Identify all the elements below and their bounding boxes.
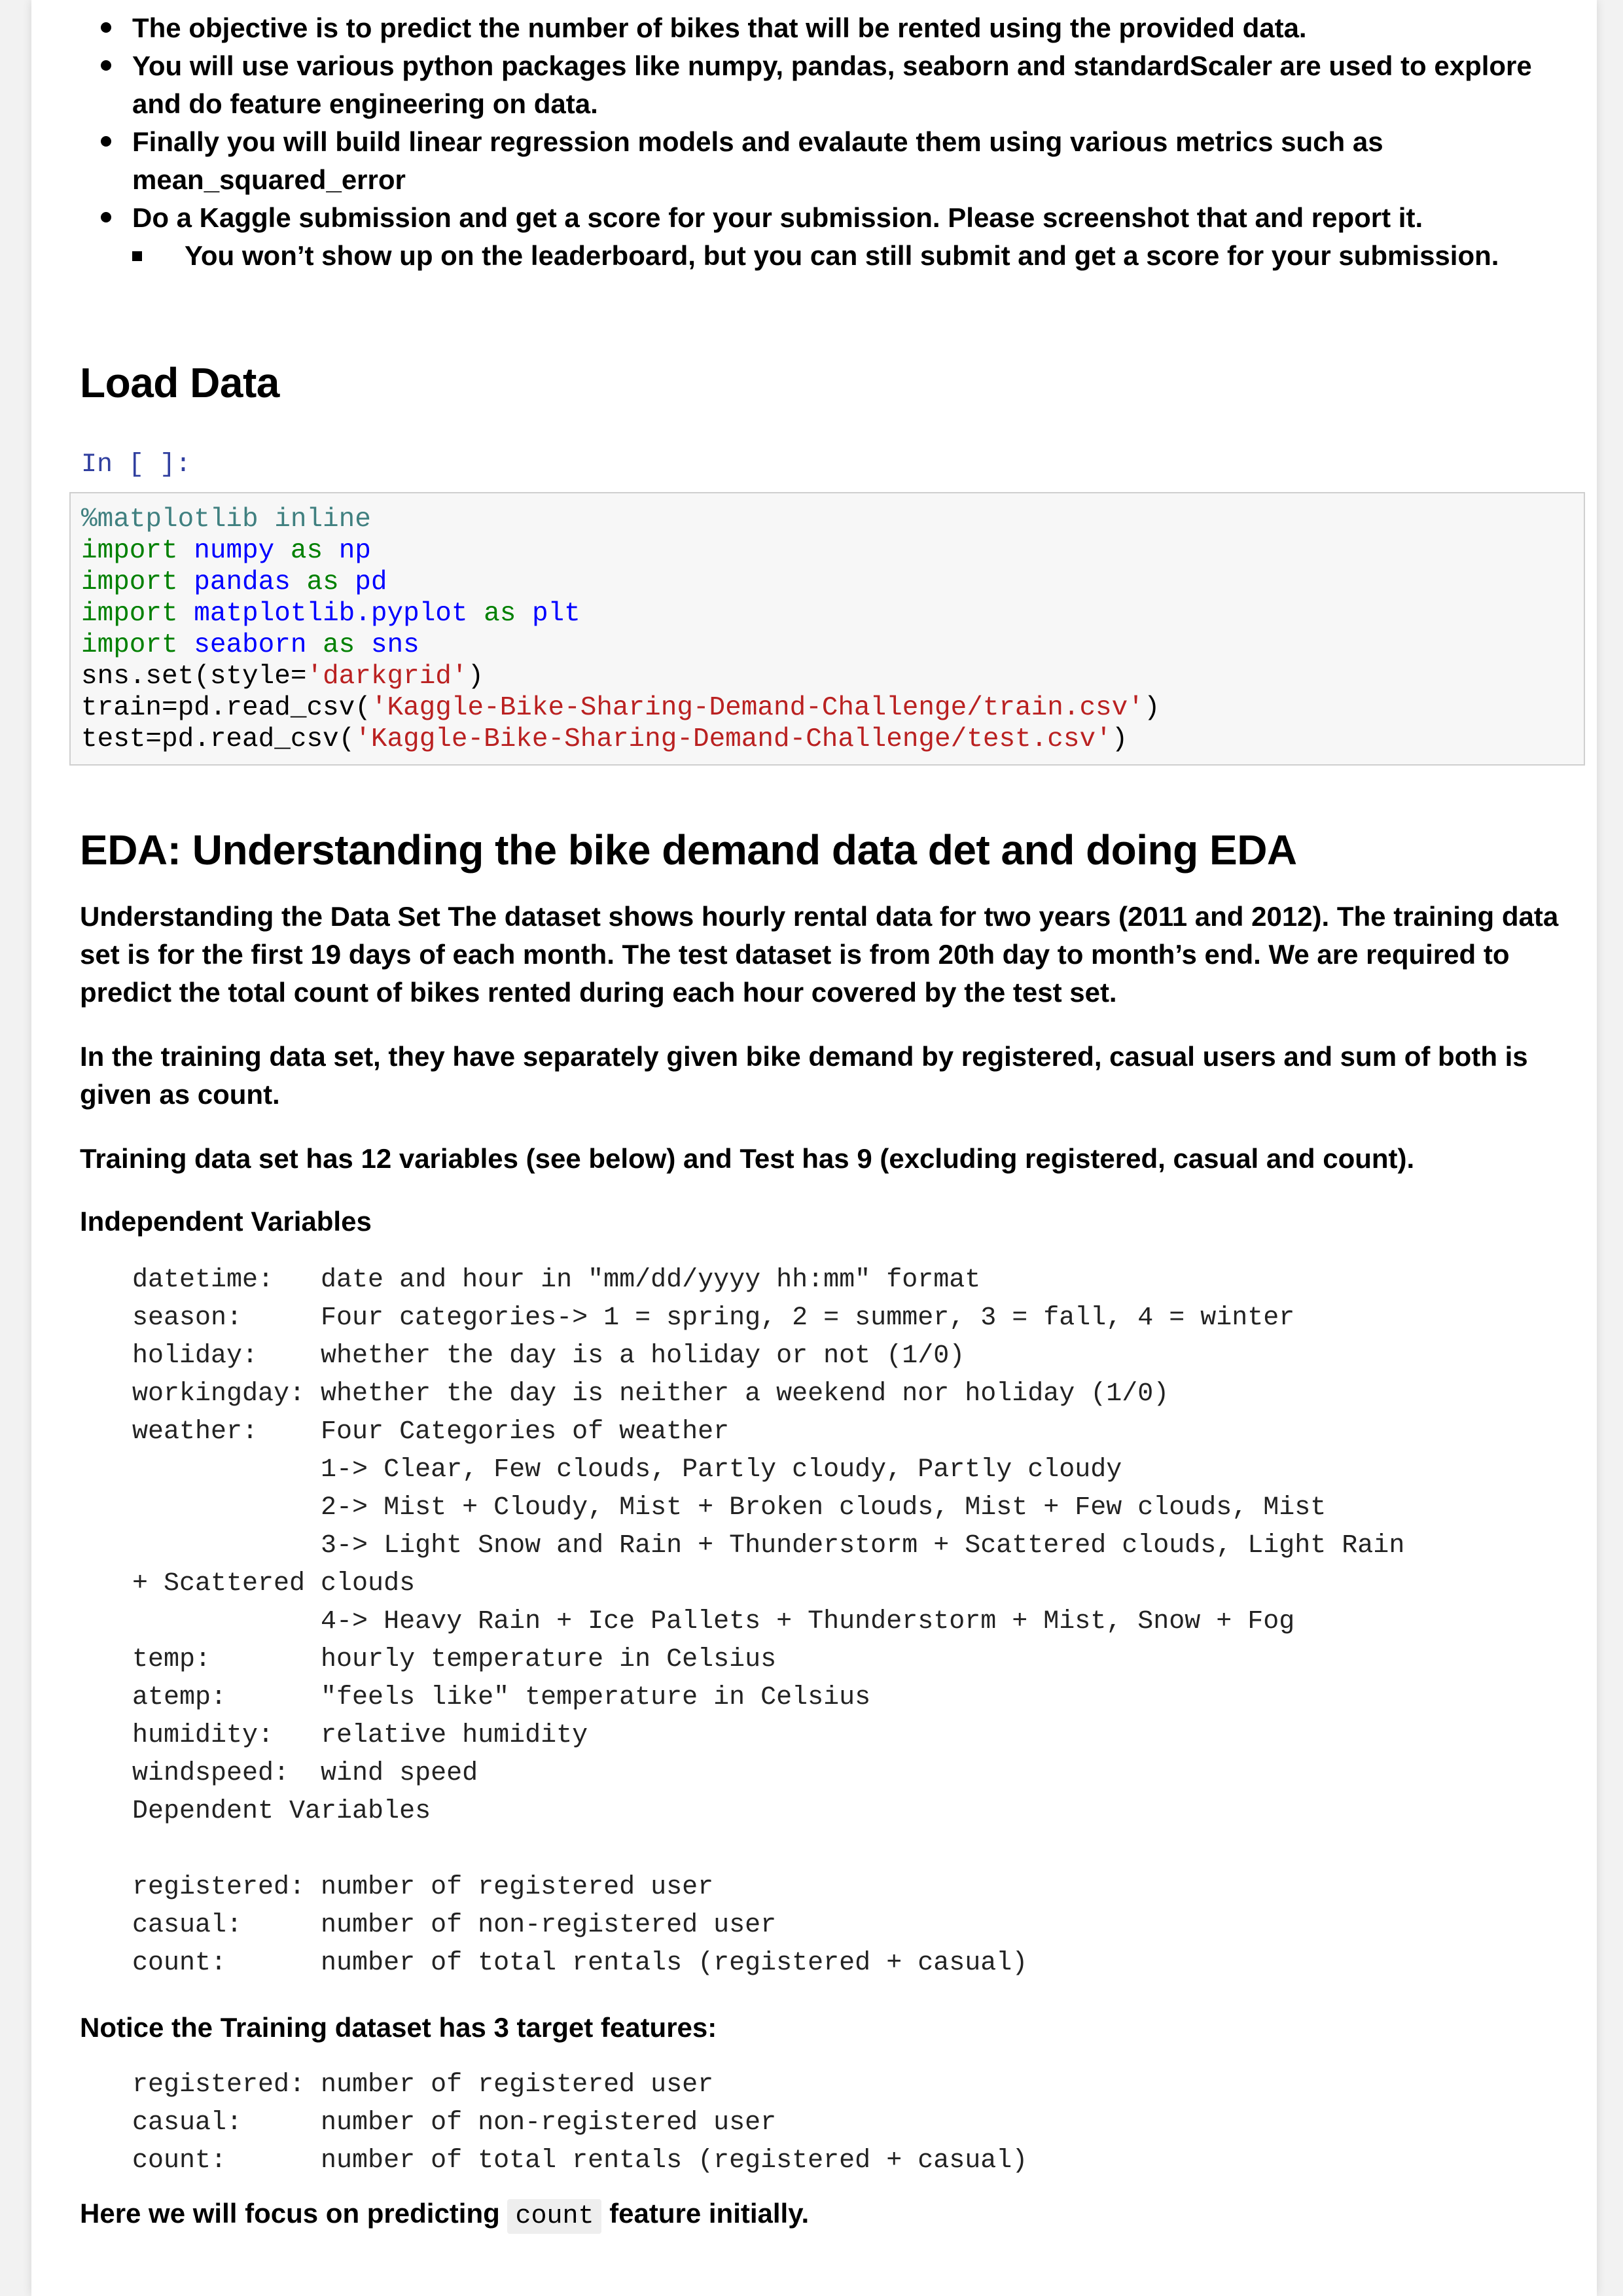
code-cell[interactable] (69, 492, 1585, 766)
code-token: import (81, 630, 178, 660)
dataset-description: Understanding the Data Set The dataset shows hourly rental data for two years (2011 and 2012). The training data set is for the first 19 days of each month. The test dataset is from 20th day to month’s end. We are required to predict the total count of bikes rented during each hour covered by the test set. (80, 901, 1559, 1008)
training-description: In the training data set, they have separately given bike demand by registered, casual users and sum of both is given as count. (80, 1041, 1528, 1110)
code-token: train=pd.read_csv( (81, 693, 371, 723)
code-token: seaborn (194, 630, 307, 660)
code-token: ) (1143, 693, 1160, 723)
notebook-page (31, 0, 1597, 2296)
code-token: numpy (194, 536, 275, 566)
code-input[interactable] (81, 504, 1160, 755)
sub-list-item: You won’t show up on the leaderboard, but you can still submit and get a score for your submission. (132, 237, 1585, 275)
code-token: import (81, 567, 178, 597)
code-token: 'Kaggle-Bike-Sharing-Demand-Challenge/train.csv' (370, 693, 1144, 723)
code-token: 'Kaggle-Bike-Sharing-Demand-Challenge/test.csv' (355, 724, 1112, 754)
list-item: Finally you will build linear regression models and evalaute them using various metrics such as mean_squared_error (80, 123, 1585, 199)
variables-block: datetime: date and hour in "mm/dd/yyyy hh:mm" format season: Four categories-> 1 = spring, 2 = summer, 3 = fall, 4 = winter holiday: whether the day is a holiday or not (1/0) workingday: whether the day is neither a weekend nor holiday (1/0) weather: Four Categories of weather 1-> Clear, Few clouds, Partly cloudy, Partly cloudy 2-> Mist + Cloudy, Mist + Broken clouds, Mist + Few clouds, Mist 3-> Light Snow and Rain + Thunderstorm + Scattered clouds, Light Rain + Scattered clouds 4-> Heavy Rain + Ice Pallets + Thunderstorm + Mist, Snow + Fog temp: hourly temperature in Celsius atemp: "feels like" temperature in Celsius humidity: relative humidity windspeed: wind speed Dependent Variables registered: number of registered user casual: number of non-registered user count: number of total rentals (registered + casual) (132, 1265, 1405, 1978)
load-data-heading: Load Data (80, 359, 279, 406)
code-token: %matplotlib inline (81, 504, 371, 535)
sub-list (132, 237, 1585, 275)
targets-block: registered: number of registered user casual: number of non-registered user count: number of total rentals (registered + casual) (132, 2070, 1028, 2176)
code-token: plt (531, 599, 580, 629)
inline-code: count (507, 2199, 601, 2234)
code-token: ) (467, 662, 484, 692)
code-token: sns.set(style= (81, 662, 307, 692)
objective-list (80, 9, 1585, 275)
code-token: as (323, 630, 355, 660)
code-token: 'darkgrid' (306, 662, 468, 692)
code-token: pandas (194, 567, 291, 597)
code-token: as (306, 567, 339, 597)
code-token: pd (355, 567, 387, 597)
code-token: matplotlib.pyplot (194, 599, 468, 629)
code-token: sns (370, 630, 419, 660)
list-item: The objective is to predict the number of bikes that will be rented using the provided data. (80, 9, 1585, 47)
code-token: ) (1111, 724, 1128, 754)
target-features-notice: Notice the Training dataset has 3 target features: (80, 2012, 717, 2043)
focus-statement: Here we will focus on predicting count feature initially. (80, 2195, 1585, 2236)
code-token: as (484, 599, 516, 629)
eda-heading: EDA: Understanding the bike demand data det and doing EDA (80, 826, 1297, 874)
code-token: import (81, 599, 178, 629)
code-token: test=pd.read_csv( (81, 724, 355, 754)
code-token: as (290, 536, 323, 566)
cell-prompt: In [ ]: (81, 450, 192, 480)
list-item: You will use various python packages like numpy, pandas, seaborn and standardScaler are used to explore and do feature engineering on data. (80, 47, 1585, 123)
code-token: np (338, 536, 371, 566)
independent-variables-label: Independent Variables (80, 1206, 372, 1237)
variables-count: Training data set has 12 variables (see below) and Test has 9 (excluding registered, casual and count). (80, 1143, 1415, 1174)
code-token: import (81, 536, 178, 566)
list-item: Do a Kaggle submission and get a score for your submission. Please screenshot that and report it. You won’t show up on the leaderboard, but you can still submit and get a score for your submission. (80, 199, 1585, 275)
